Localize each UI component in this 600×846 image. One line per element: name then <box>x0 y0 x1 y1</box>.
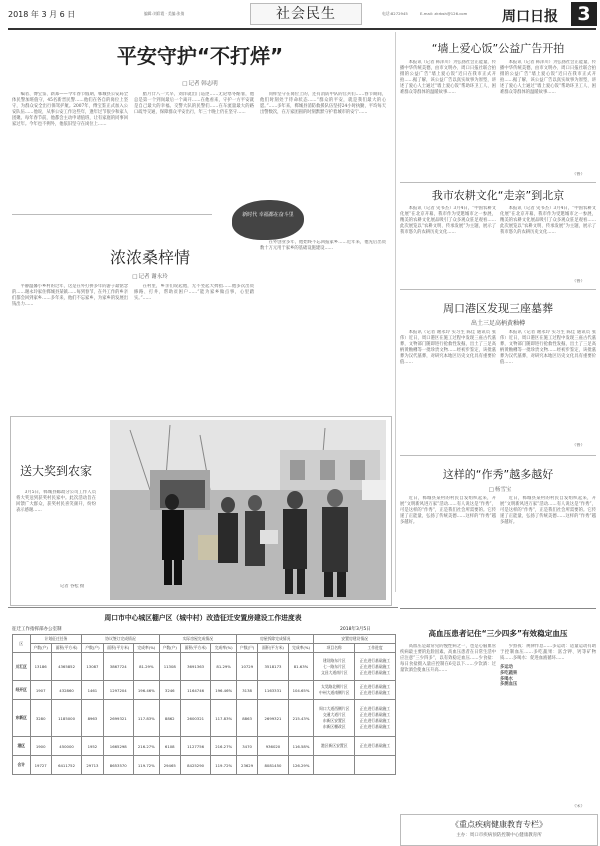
divider-health <box>400 608 596 609</box>
table-header: 户数(户) <box>30 644 51 653</box>
page-number: 3 <box>571 2 597 26</box>
table-cell: 450000 <box>51 737 82 756</box>
table-cell-projects <box>314 737 355 756</box>
health-column-title: 《重点疾病健康教育专栏》 <box>451 820 547 829</box>
health-subhead: 多运动 <box>500 664 513 670</box>
table-group-housing: 实际房屋完成情况 <box>159 635 236 644</box>
table-header: 工作进度 <box>355 644 396 653</box>
table-cell-district: 港区 <box>13 737 31 756</box>
health-column-host: 主办：周口市疾病预防控制中心健康教育所 <box>456 833 542 838</box>
table-cell: 3470 <box>236 737 257 756</box>
progress-table <box>12 634 396 775</box>
table-header: 面积(平方米) <box>103 644 134 653</box>
tombs-col1: 本报讯（记者 谢永玲 实习生 陈佳 通讯员 张伟）近日，周口港区在施工过程中发现三座古代墓葬，文物部门随即进行抢救性发掘，出土了三足高柄黄釉樽等一批珍贵文物……经初步鉴定，该批墓葬为汉代墓葬，对研究本地区历史文化具有重要价值…… <box>400 330 496 365</box>
table-cell: 13087 <box>82 653 103 681</box>
health-col2: 少熬夜：规律作息……多运动：适量运动有助于控制血压……多吃蔬果：富含钾、钙等矿物质……多喝水：促进血液循环…… 多运动 多吃蔬果 多喝水 多测血压 <box>500 644 596 688</box>
table-cell: 3280 <box>30 700 51 737</box>
award-headline: 送大奖到农家 <box>19 464 92 478</box>
progress-note: 正在进行基础施工 <box>359 669 391 675</box>
works-title: 这样的“作秀”越多越好 <box>442 468 554 481</box>
table-cell: 216.27% <box>211 737 237 756</box>
main-article-col2: 腊月廿八一大早，刘洋就出门巡逻……无论寒冬酷暑，他总是第一个到岗最后一个离开……在他看来，守护一方平安就是自己最大的幸福。交警大队的民警们……在车流量最大的路口疏导交通，保障群众平安出行，年三十晚上仍在坚守…… <box>134 92 254 115</box>
project-name: 交通大道片区 <box>322 712 346 717</box>
award-photo <box>110 420 386 600</box>
progress-note: 正在进行基础施工 <box>359 724 391 729</box>
table-cell: 8081450 <box>258 756 289 775</box>
health-sign: （宋） <box>572 804 585 809</box>
farming-culture-col1: 本报讯（记者 史书杰）3月4日，“中国农耕文化展”在北京开幕，我市作为受邀城市之一参展，精美的农耕文化展品吸引了众多观众驻足观看……此次展览以“农耕文明、传承发展”为主题，展示了我市悠久的农耕历史文化…… <box>400 206 496 235</box>
table-cell: 1297204 <box>103 681 134 700</box>
table-cell: 3867724 <box>103 653 134 681</box>
table-cell: 119.72% <box>211 756 237 775</box>
main-article-col3: 同样坚守在岗位上的，还有消防中队的官兵们……春节期间，他们时刻处于待命状态……“群众的平安，就是我们最大的心愿。”……多年来，郸城县消防救援队伍坚持24小时执勤，平均每天出警数次，在万家团圆的时刻默默守护着城市的安宁…… <box>260 92 386 115</box>
table-cell: 1900 <box>30 737 51 756</box>
editor-info: 编辑:刘彩霞 · 美编:张倩 <box>144 11 185 16</box>
mulberry-article-byline: □ 记者 谢永玲 <box>90 272 210 280</box>
table-cell-district: 川汇区 <box>13 653 31 681</box>
table-header: 面积(平方米) <box>180 644 211 653</box>
table-cell-district: 合计 <box>13 756 31 775</box>
table-cell-progress <box>355 681 396 700</box>
table-cell: 81.29% <box>211 653 237 681</box>
table-header: 面积(平方米) <box>258 644 289 653</box>
table-cell: 1461 <box>82 681 103 700</box>
email-info: E-mail: zkrbsh@126.com <box>420 11 468 16</box>
works-col2: 近日，郸城县某村的村民自发组织起来，开展“文明新风进万家”活动……有人说这是“作秀”，可是这样的“作秀”，正是我们社会所需要的。它传递了正能量，弘扬了传统美德……这样的“作秀”越多越好。 <box>500 496 596 525</box>
table-cell: 119.72% <box>134 756 160 775</box>
table-header: 户数(户) <box>236 644 257 653</box>
table-header: 完成率(%) <box>134 644 160 653</box>
divider-farming <box>400 289 596 290</box>
table-cell: 126.29% <box>288 756 314 775</box>
farming-culture-title: 我市农耕文化“走亲”到北京 <box>431 189 565 202</box>
paper-name: 周口日报 <box>502 9 558 25</box>
mulberry-article-col3: 在外创业多年，他始终不忘回报家乡……近年来，他先后出资数十万元用于家乡的基础设施建设…… <box>260 240 386 251</box>
love-meal-title: “墙上爱心饭”公益广告开拍 <box>431 42 565 55</box>
main-article-byline: □ 记者 韩志明 <box>140 79 260 87</box>
works-col1: 近日，郸城县某村的村民自发组织起来，开展“文明新风进万家”活动……有人说这是“作秀”，可是这样的“作秀”，正是我们社会所需要的。它传递了正能量，弘扬了传统美德……这样的“作秀”越多越好。 <box>400 496 496 525</box>
project-name: 周口大道西侧片区 <box>319 706 350 711</box>
tombs-sign: （鲁） <box>572 443 585 448</box>
table-subtitle-left: 征迁工作指挥部办公室制 <box>12 627 62 632</box>
table-cell: 196.46% <box>211 681 237 700</box>
table-cell: 3518173 <box>258 653 289 681</box>
tombs-subtitle: 出土三足高柄黄釉樽 <box>470 320 525 327</box>
table-cell: 8862 <box>159 700 180 737</box>
divider-table <box>8 607 398 608</box>
table-cell: 81.63% <box>288 653 314 681</box>
divider-mulberry <box>12 214 212 215</box>
new-era-stamp <box>232 200 304 240</box>
table-cell: 196.46% <box>134 681 160 700</box>
table-cell: 13186 <box>30 653 51 681</box>
table-header-row <box>13 644 396 653</box>
table-header: 完成率(%) <box>288 644 314 653</box>
issue-date: 2018 年 3 月 6 日 <box>8 10 76 19</box>
table-cell: 104.65% <box>288 681 314 700</box>
table-cell-district: 经开区 <box>13 681 31 700</box>
table-cell: 1952 <box>82 737 103 756</box>
main-article-col1: 编者、傅宝鉴、新郑——今年春节假期，郸城县公安局全体民警加班值守，45名新晋民警……他们在各自的岗位上坚守，为群众安全出行保驾护航。2007年，傅宝鉴正式加入公安队伍……他说，从事公安工作这些年，逢年过节很少和家人团聚。每年春节前，他都会主动申请值班，让有家庭的同事回家过年。今年也不例外，他依旧坚守在岗位上…… <box>12 92 128 127</box>
health-subhead: 多喝水 <box>500 676 513 682</box>
table-cell: 1163331 <box>258 681 289 700</box>
table-row <box>13 737 396 756</box>
award-body: 3月5日，郸城县邮政分公司工作人员将大奖送到获奖村民家中。此次活动旨在回馈广大群众，获奖村民喜笑颜开，纷纷表示感谢…… <box>16 490 96 513</box>
main-article-title: 平安守护“不打烊” <box>116 44 284 68</box>
table-row <box>13 681 396 700</box>
progress-note: 正在进行基础施工 <box>359 657 391 663</box>
table-cell-progress <box>355 737 396 756</box>
table-header: 户数(户) <box>82 644 103 653</box>
table-title: 周口市中心城区棚户区（城中村）改造征迁安置房建设工作进度表 <box>104 614 302 622</box>
table-cell-projects <box>314 681 355 700</box>
table-group-demolition: 房屋拆除完成情况 <box>236 635 313 644</box>
table-cell: 6411752 <box>51 756 82 775</box>
table-header: 完成率(%) <box>211 644 237 653</box>
table-cell: 6108 <box>159 737 180 756</box>
table-header: 户数(户) <box>159 644 180 653</box>
farming-culture-col2: 本报讯（记者 史书杰）3月4日，“中国农耕文化展”在北京开幕，我市作为受邀城市之一参展，精美的农耕文化展品吸引了众多观众驻足观看……此次展览以“农耕文明、传承发展”为主题，展示了我市悠久的农耕历史文化…… <box>500 206 596 235</box>
table-cell: 29713 <box>82 756 103 775</box>
love-meal-col1: 本报讯（记者 韩泽川）为弘扬社会正能量，传播中华传统美德，由市文明办、周口日报社联合拍摄的公益广告“墙上爱心饭”近日在我市正式开拍……据了解，该公益广告以真实故事为原型，讲述了爱心人士通过“墙上爱心饭”帮助环卫工人、困难群众等群体的温暖故事…… <box>400 60 496 95</box>
table-cell: 3246 <box>159 681 180 700</box>
farming-culture-sign: （鲁） <box>572 279 585 284</box>
table-cell: 3691363 <box>180 653 211 681</box>
health-title: 高血压患者记住“三少四多”有效稳定血压 <box>428 629 568 638</box>
mulberry-article-col2: 在村里，乡亲们说起他，无不竖起大拇指……他多次出资修路、打井，帮助贫困户……“能为家乡做点事，心里踏实。”…… <box>134 284 254 301</box>
table-cell: 1185000 <box>51 700 82 737</box>
table-cell: 1665298 <box>103 737 134 756</box>
table-cell: 2600321 <box>180 700 211 737</box>
tombs-title: 周口港区发现三座墓葬 <box>443 302 553 315</box>
table-row <box>13 700 396 737</box>
table-cell: 23629 <box>236 756 257 775</box>
table-cell-projects <box>314 700 355 737</box>
table-cell: 216.27% <box>134 737 160 756</box>
progress-note: 正在进行基础施工 <box>359 684 391 689</box>
table-cell-progress <box>355 700 396 737</box>
table-cell: 8963 <box>82 700 103 737</box>
table-group-plan: 计划征迁任务 <box>30 635 82 644</box>
project-name: 港区新区安置区 <box>320 743 348 748</box>
table-cell: 1164746 <box>180 681 211 700</box>
table-row <box>13 756 396 775</box>
table-body <box>13 653 396 775</box>
project-name: 建设路东片区 <box>322 657 346 663</box>
health-column-box <box>400 814 598 846</box>
table-group-agreement: 协议签订完成情况 <box>82 635 159 644</box>
table-cell: 3138 <box>236 681 257 700</box>
progress-note: 正在进行基础施工 <box>359 718 391 723</box>
table-header: 项目名称 <box>314 644 355 653</box>
table-cell: 2699321 <box>258 700 289 737</box>
table-cell: 1127756 <box>180 737 211 756</box>
table-cell: 117.83% <box>211 700 237 737</box>
table-header-district: 区 <box>13 635 31 653</box>
table-cell-progress <box>355 653 396 681</box>
table-cell: 81.29% <box>134 653 160 681</box>
mulberry-article-col1: 平静温馨小乡村的过年，这是在外打拼多年的游子最惦念的……谢永玲家住郸城县某镇……每到春节，在外工作的乡亲们都会回到家乡……多年来，他们不忘家乡，为家乡的发展出钱出力…… <box>12 284 128 307</box>
table-cell: 4365852 <box>51 653 82 681</box>
table-cell: 117.83% <box>134 700 160 737</box>
project-name: 中州大道南侧片区 <box>319 690 350 695</box>
table-subtitle-right: 2018年3月5日 <box>340 627 371 632</box>
progress-note: 正在进行基础施工 <box>359 712 391 717</box>
table-cell: 116.58% <box>288 737 314 756</box>
table-group-header-row <box>13 635 396 644</box>
header-rule <box>8 28 596 30</box>
project-name: 文昌大道南片区 <box>320 669 348 675</box>
table-cell: 8425290 <box>180 756 211 775</box>
table-cell: 11308 <box>159 653 180 681</box>
table-cell-projects <box>314 653 355 681</box>
project-name: 太昊路北侧片区 <box>320 684 348 689</box>
love-meal-col2: 本报讯（记者 韩泽川）为弘扬社会正能量，传播中华传统美德，由市文明办、周口日报社联合拍摄的公益广告“墙上爱心饭”近日在我市正式开拍……据了解，该公益广告以真实故事为原型，讲述了爱心人士通过“墙上爱心饭”帮助环卫工人、困难群众等群体的温暖故事…… <box>500 60 596 95</box>
table-header: 面积(平方米) <box>51 644 82 653</box>
works-byline: □ 杨雪宝 <box>440 485 560 493</box>
health-col1: 高血压是最常见的慢性病之一，也是心脑血管疾病最主要的危险因素。高血压患者在日常生活中应注意“三少四多”，以有效稳定血压……少食盐：每日食盐摄入量应控制在6克以下……少饮酒：过量饮酒会使血压升高…… <box>400 644 496 673</box>
table-cell-district: 东新区 <box>13 700 31 737</box>
table-cell: 215.43% <box>288 700 314 737</box>
project-name: 东新区安置区 <box>322 718 346 723</box>
table-cell: 8653570 <box>103 756 134 775</box>
table-cell: 19727 <box>30 756 51 775</box>
divider-tombs <box>400 455 596 456</box>
new-era-stamp-text: 新时代 幸福都在奋斗里 <box>242 212 294 218</box>
table-cell-progress <box>355 756 396 775</box>
table-cell: 936020 <box>258 737 289 756</box>
column-divider <box>395 32 396 592</box>
progress-note: 正在进行基础施工 <box>359 706 391 711</box>
mulberry-article-title: 浓浓桑梓情 <box>109 248 190 267</box>
progress-note: 正在进行基础施工 <box>359 663 391 669</box>
table-cell: 29465 <box>159 756 180 775</box>
table-cell: 2699321 <box>103 700 134 737</box>
project-name: 七一路东片区 <box>322 663 346 669</box>
health-subhead: 多吃蔬果 <box>500 670 518 676</box>
table-row <box>13 653 396 681</box>
project-name: 东新区棚改区 <box>322 724 346 729</box>
section-title: 社会民生 <box>250 3 362 25</box>
progress-note: 正在进行基础施工 <box>359 690 391 695</box>
table-cell: 1907 <box>30 681 51 700</box>
progress-note: 正在进行基础施工 <box>359 743 391 748</box>
table-cell: 10729 <box>236 653 257 681</box>
phone-info: 电话:8272945 <box>382 11 408 16</box>
health-subhead: 多测血压 <box>500 682 518 688</box>
award-credit: 记者 谷松 摄 <box>60 584 85 589</box>
table-cell-projects <box>314 756 355 775</box>
love-meal-sign: （鲁） <box>572 172 585 177</box>
table-cell: 8863 <box>236 700 257 737</box>
divider-love-meal <box>400 182 596 183</box>
award-photo-scene <box>110 420 386 600</box>
table-group-resettlement: 安置房建设情况 <box>314 635 396 644</box>
tombs-col2: 本报讯（记者 谢永玲 实习生 陈佳 通讯员 张伟）近日，周口港区在施工过程中发现三座古代墓葬，文物部门随即进行抢救性发掘，出土了三足高柄黄釉樽等一批珍贵文物……经初步鉴定，该批墓葬为汉代墓葬，对研究本地区历史文化具有重要价值…… <box>500 330 596 365</box>
table-cell: 432860 <box>51 681 82 700</box>
